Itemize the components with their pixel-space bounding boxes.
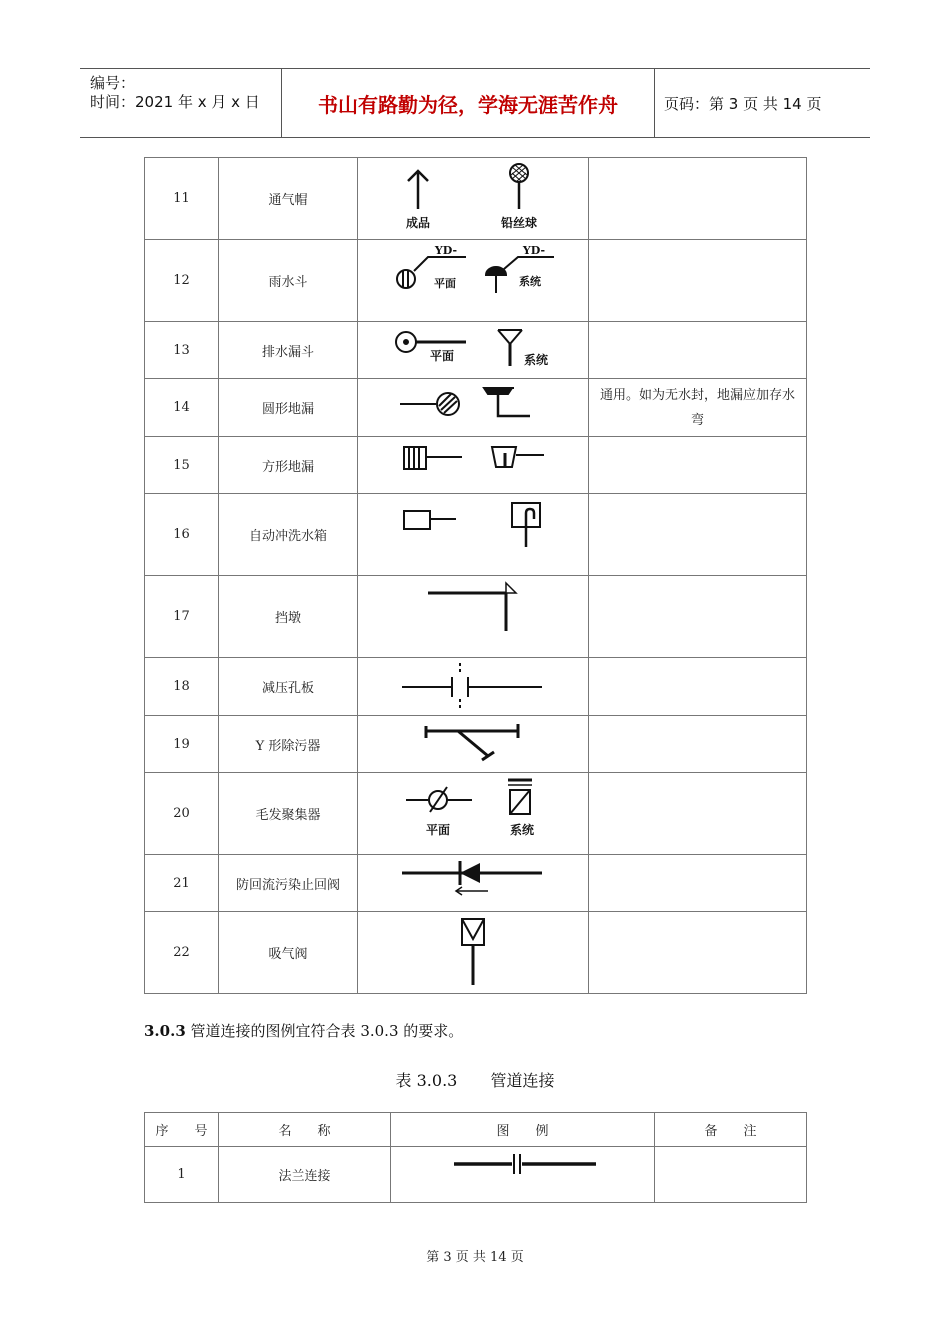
table-number: 表 3.0.3: [395, 1071, 458, 1090]
row-number: 17: [145, 576, 219, 658]
square-floor-drain-symbol: [358, 437, 588, 493]
row-number: 13: [145, 322, 219, 379]
symbol-label: 系统: [523, 353, 549, 367]
row-number: 18: [145, 658, 219, 716]
symbol-cell: [391, 1147, 655, 1203]
section-paragraph: [144, 1020, 463, 1041]
row-remark: [589, 322, 807, 379]
symbol-label: 系统: [519, 274, 541, 288]
row-remark: [589, 494, 807, 576]
auto-flush-tank-symbol: [358, 495, 588, 575]
row-remark: [589, 716, 807, 773]
symbol-table: [144, 157, 807, 994]
row-name: 防回流污染止回阀: [219, 855, 358, 912]
symbol-label: 系统: [509, 822, 535, 837]
symbol-cell: [358, 240, 589, 322]
row-remark: [589, 576, 807, 658]
symbol-cell: [358, 773, 589, 855]
y-strainer-symbol: [358, 716, 588, 772]
row-number: 15: [145, 437, 219, 494]
symbol-cell: [358, 855, 589, 912]
round-floor-drain-symbol: [358, 380, 588, 436]
section-number: 3.0.3: [144, 1022, 186, 1040]
backflow-check-valve-symbol: [358, 855, 588, 911]
symbol-label: 铅丝球: [500, 215, 538, 230]
rain-hopper-symbol: [358, 241, 588, 321]
table-row: [145, 322, 807, 379]
table-caption: [0, 1068, 950, 1091]
row-number: 11: [145, 158, 219, 240]
symbol-cell: [358, 379, 589, 437]
date-label: 时间：2021 年 x 月 x 日: [90, 93, 260, 111]
row-name: 减压孔板: [219, 658, 358, 716]
symbol-cell: [358, 576, 589, 658]
table-row: [145, 158, 807, 240]
row-name: 挡墩: [219, 576, 358, 658]
table-header-row: [145, 1113, 807, 1147]
air-admittance-valve-symbol: [358, 913, 588, 993]
row-name: 毛发聚集器: [219, 773, 358, 855]
row-number: 12: [145, 240, 219, 322]
orifice-plate-symbol: [358, 659, 588, 715]
row-remark: [589, 912, 807, 994]
column-header: 序 号: [145, 1113, 219, 1147]
flange-connection-symbol: [392, 1148, 654, 1202]
table-row: [145, 240, 807, 322]
table-row: [145, 494, 807, 576]
row-remark: [589, 240, 807, 322]
hair-collector-symbol: [358, 774, 588, 854]
row-name: 圆形地漏: [219, 379, 358, 437]
row-number: 19: [145, 716, 219, 773]
symbol-cell: [358, 322, 589, 379]
row-number: 21: [145, 855, 219, 912]
row-name: 自动冲洗水箱: [219, 494, 358, 576]
pipe-connection-table: [144, 1112, 807, 1203]
column-header: 名 称: [219, 1113, 391, 1147]
row-remark: [589, 158, 807, 240]
row-remark: 通用。如为无水封，地漏应加存水弯: [589, 379, 807, 437]
header-info: [80, 69, 282, 137]
symbol-label: 平面: [434, 276, 456, 290]
serial-label: 编号：: [90, 74, 136, 92]
row-number: 14: [145, 379, 219, 437]
row-number: 22: [145, 912, 219, 994]
symbol-cell: [358, 437, 589, 494]
symbol-label: YD-: [434, 243, 458, 257]
column-header: 图 例: [391, 1113, 655, 1147]
row-remark: [589, 773, 807, 855]
table-row: [145, 716, 807, 773]
symbol-cell: [358, 912, 589, 994]
drain-funnel-symbol: [358, 322, 588, 378]
row-remark: [589, 658, 807, 716]
row-number: 1: [145, 1147, 219, 1203]
row-name: 排水漏斗: [219, 322, 358, 379]
symbol-label: 平面: [425, 822, 451, 837]
row-remark: [655, 1147, 807, 1203]
table-row: [145, 773, 807, 855]
section-text: 管道连接的图例宜符合表 3.0.3 的要求。: [190, 1022, 464, 1040]
header-page-label: 页码：第 3 页 共 14 页: [664, 94, 822, 113]
table-row: [145, 379, 807, 437]
table-row: [145, 1147, 807, 1203]
row-name: 方形地漏: [219, 437, 358, 494]
row-name: 吸气阀: [219, 912, 358, 994]
page-footer: 第 3 页 共 14 页: [426, 1250, 524, 1265]
symbol-label: 平面: [429, 349, 455, 363]
table-title: 管道连接: [490, 1071, 555, 1090]
symbol-cell: [358, 494, 589, 576]
row-name: 雨水斗: [219, 240, 358, 322]
row-remark: [589, 855, 807, 912]
row-remark: [589, 437, 807, 494]
symbol-label: 成品: [405, 215, 431, 230]
header-motto: 书山有路勤为径，学海无涯苦作舟: [282, 69, 655, 137]
table-row: [145, 658, 807, 716]
column-header: 备 注: [655, 1113, 807, 1147]
row-name: 法兰连接: [219, 1147, 391, 1203]
symbol-cell: [358, 716, 589, 773]
symbol-cell: [358, 158, 589, 240]
row-name: 通气帽: [219, 158, 358, 240]
row-number: 16: [145, 494, 219, 576]
symbol-cell: [358, 658, 589, 716]
thrust-block-symbol: [358, 577, 588, 657]
row-name: Y 形除污器: [219, 716, 358, 773]
table-row: [145, 855, 807, 912]
vent-cap-symbol: [358, 159, 588, 239]
row-number: 20: [145, 773, 219, 855]
page-header: [80, 68, 870, 138]
table-row: [145, 437, 807, 494]
table-row: [145, 912, 807, 994]
table-row: [145, 576, 807, 658]
symbol-label: YD-: [522, 243, 546, 257]
